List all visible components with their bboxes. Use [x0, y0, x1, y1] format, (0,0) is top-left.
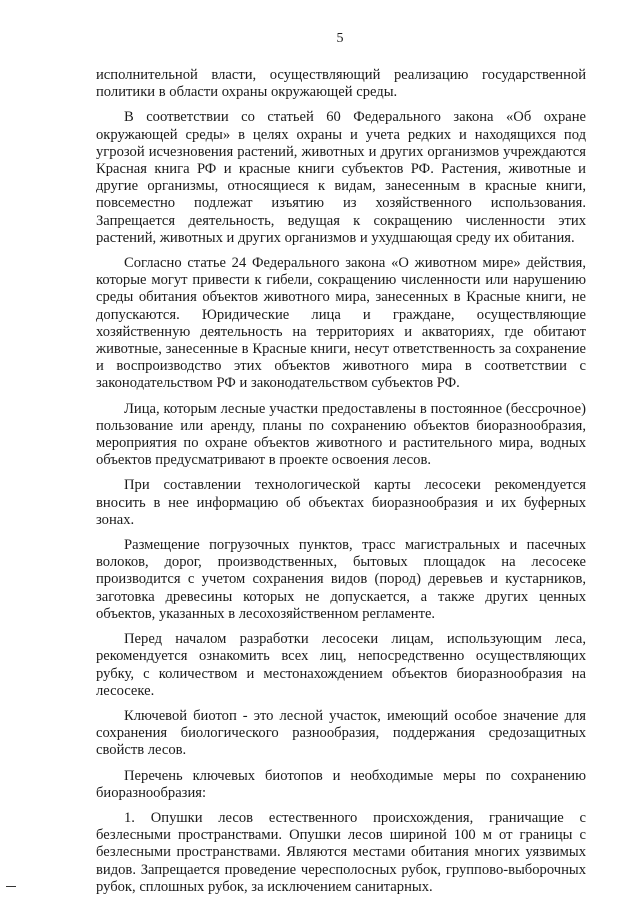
paragraph-red-book: В соответствии со статьей 60 Федерального закона «Об охране окружающей среды» в целях охраны и учета редких и находящихся под угрозой исчезновения растений, животных и других организмов учреждаются Красная книга РФ и красные книги субъектов РФ. Растения, животные и другие организмы, относящиеся к видам, занесенным в красные книги, повсеместно подлежат изъятию из хозяйственного использования. Запрещается деятельность, ведущая к сокращению численности этих растений, животных и других организмов и ухудшающая среду их обитания.: [96, 109, 586, 246]
paragraph-animal-world-law: Согласно статье 24 Федерального закона «О животном мире» действия, которые могут привести к гибели, сокращению численности или нарушению среды обитания объектов животного мира, занесенных в Красные книги, не допускаются. Юридические лица и граждане, осуществляющие хозяйственную деятельность на территориях и акваториях, где обитают животные, занесенные в Красные книги, несут ответственность за сохранение и воспроизводство этих объектов животного мира в соответствии с законодательством РФ и законодательством субъектов РФ.: [96, 255, 586, 392]
paragraph-key-biotope-definition: Ключевой биотоп - это лесной участок, имеющий особое значение для сохранения биологического разнообразия, поддержания средозащитных свойств лесов.: [96, 707, 586, 759]
list-item-forest-edges: 1. Опушки лесов естественного происхождения, граничащие с безлесными пространствами. Опушки лесов шириной 100 м от границы с безлесными пространствами. Являются местами обитания многих уязвимых видов. Запрещается проведение чересполосных рубок, группово-выборочных рубок, сплошных рубок, за исключением санитарных.: [96, 809, 586, 895]
paragraph-before-felling: Перед началом разработки лесосеки лицам, использующим леса, рекомендуется ознакомить всех лиц, непосредственно осуществляющих рубку, с количеством и местонахождением объектов биоразнообразия на лесосеке.: [96, 631, 586, 699]
paragraph-biotope-list-intro: Перечень ключевых биотопов и необходимые меры по сохранению биоразнообразия:: [96, 767, 586, 801]
page-number: 5: [336, 31, 344, 46]
paragraph-forest-plots: Лица, которым лесные участки предоставлены в постоянное (бессрочное) пользование или аренду, планы по сохранению объектов биоразнообразия, мероприятия по охране объектов животного и растительного мира, водных объектов предусматривают в проекте освоения лесов.: [96, 400, 586, 469]
paragraph-loading-points: Размещение погрузочных пунктов, трасс магистральных и пасечных волоков, дорог, производственных, бытовых площадок на лесосеке производится с учетом сохранения видов (пород) деревьев и кустарников, заготовка древесины которых не допускается, а также других ценных объектов, указанных в лесохозяйственном регламенте.: [96, 537, 586, 622]
document-body: [96, 67, 586, 896]
scan-mark: [6, 886, 16, 887]
paragraph-technological-map: При составлении технологической карты лесосеки рекомендуется вносить в нее информацию об объектах биоразнообразия и их буферных зонах.: [96, 477, 586, 528]
paragraph-continuation: исполнительной власти, осуществляющий реализацию государственной политики в области охраны окружающей среды.: [96, 67, 586, 101]
